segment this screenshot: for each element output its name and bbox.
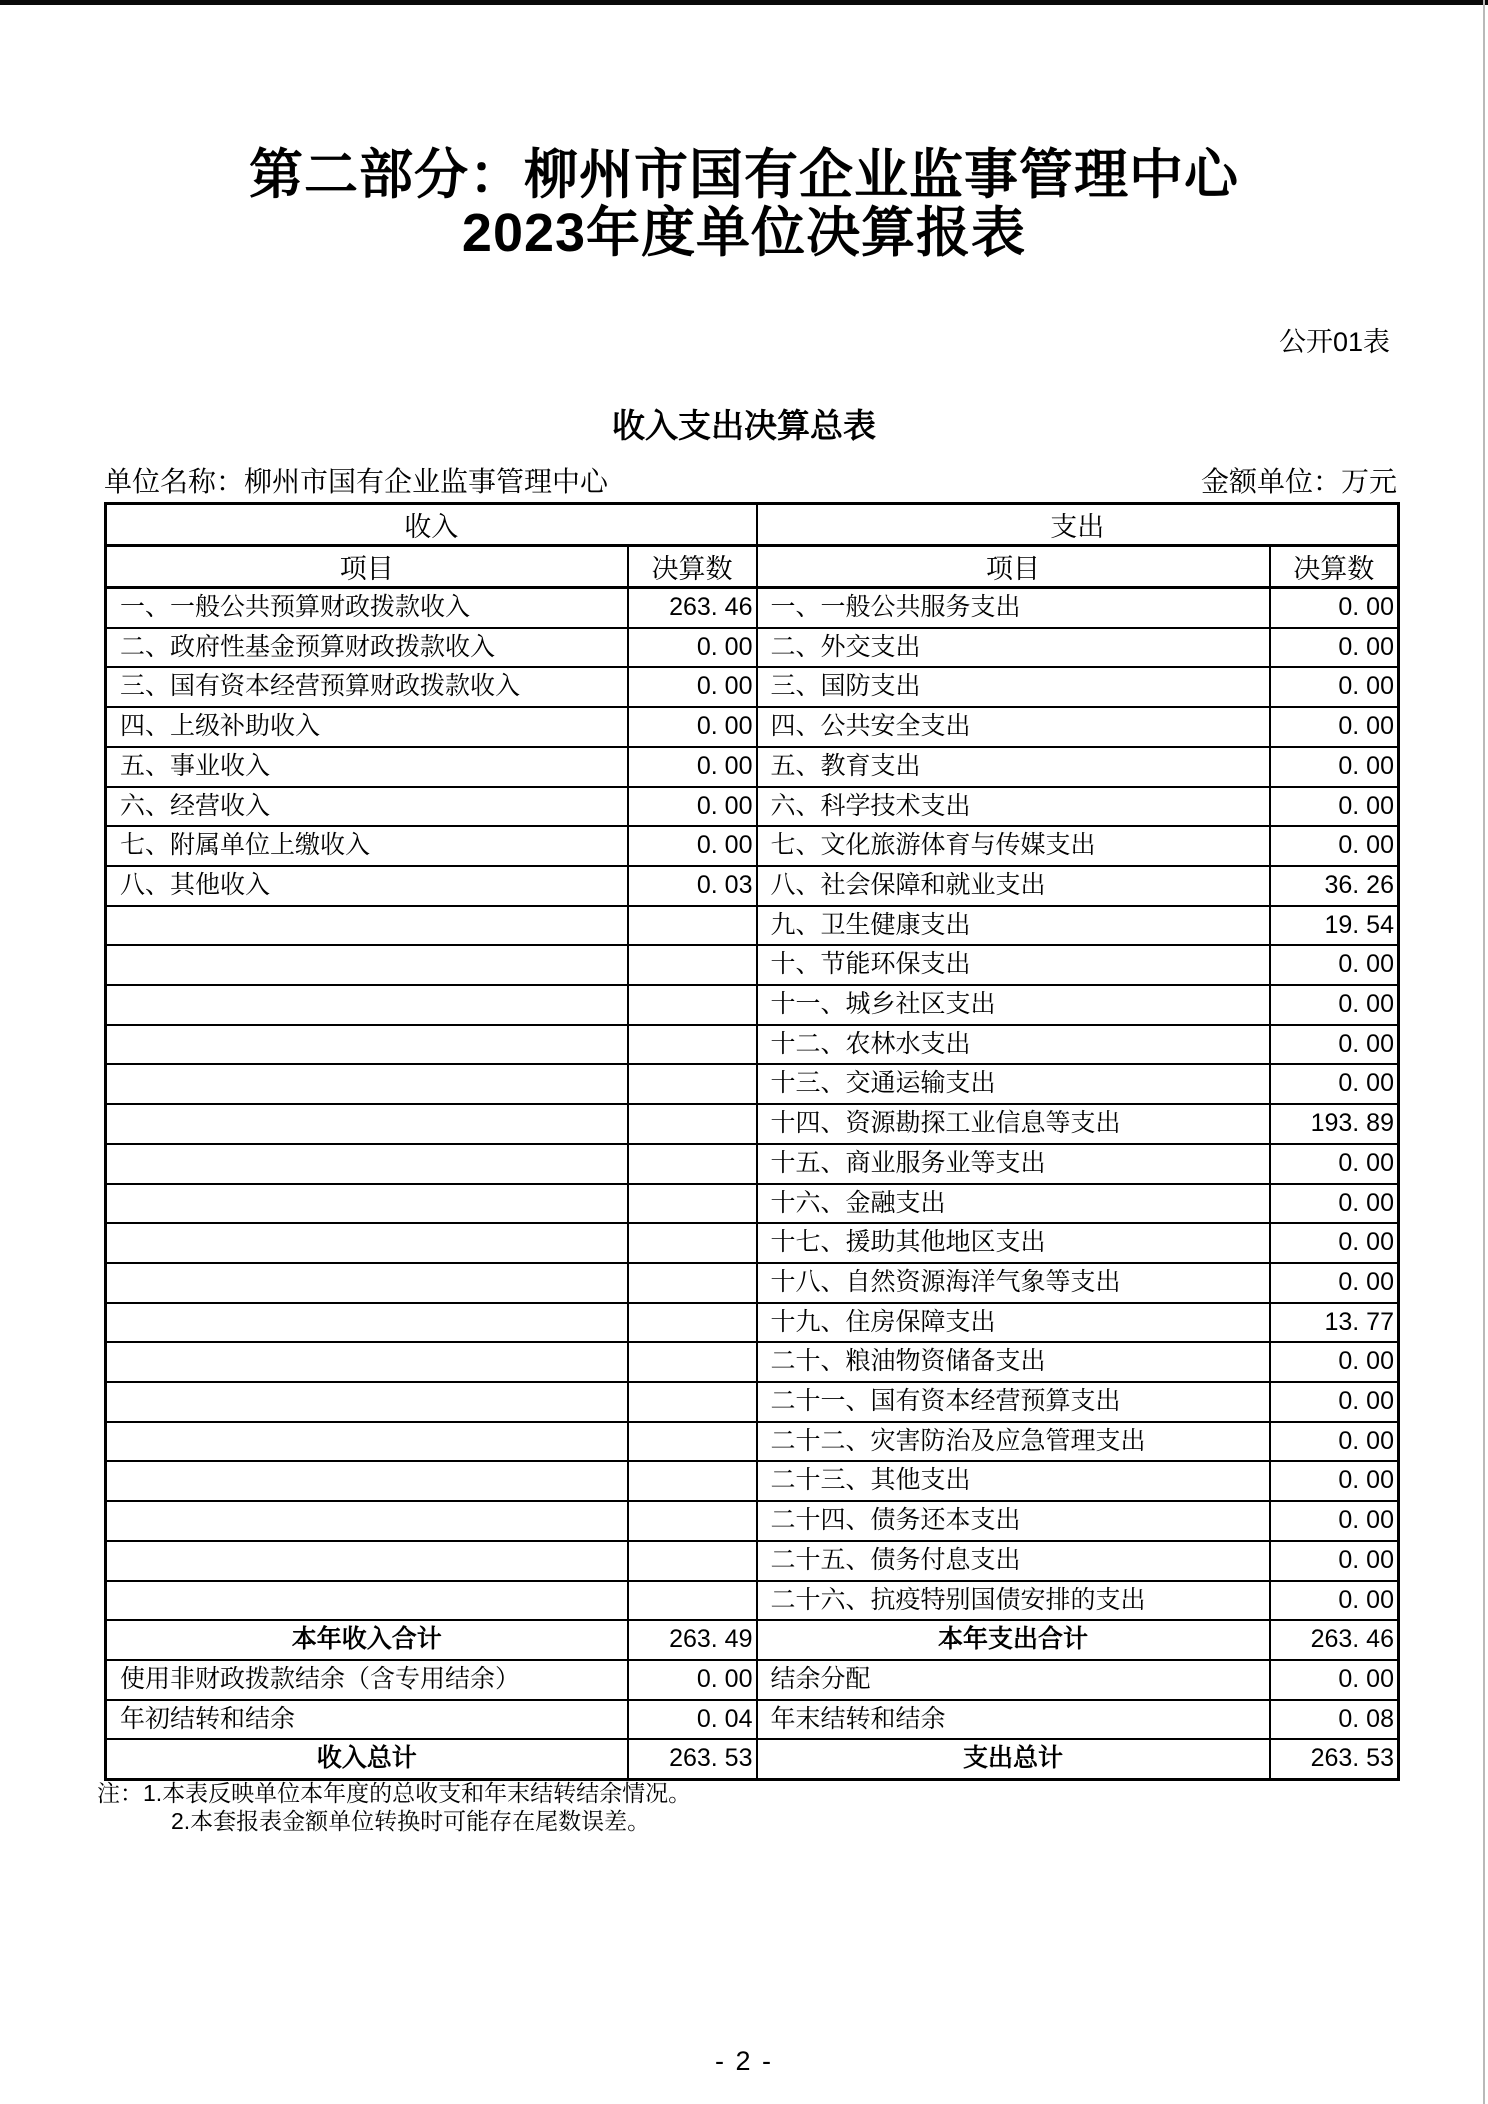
table-row: [106, 906, 1399, 946]
expense-group-header: 支出: [757, 504, 1399, 546]
expense-item-cell: 十五、商业服务业等支出: [757, 1144, 1270, 1184]
expense-item-cell: 支出总计: [757, 1739, 1270, 1779]
income-value-cell: [628, 1461, 757, 1501]
expense-item-cell: 七、文化旅游体育与传媒支出: [757, 826, 1270, 866]
footnote-line-1: 注：1.本表反映单位本年度的总收支和年末结转结余情况。: [97, 1780, 692, 1806]
income-value-cell: 0. 00: [628, 1660, 757, 1700]
income-item-cell: 三、国有资本经营预算财政拨款收入: [106, 667, 628, 707]
income-value-cell: 263. 49: [628, 1620, 757, 1660]
footnote-line-2: 2.本套报表金额单位转换时可能存在尾数误差。: [171, 1807, 651, 1834]
income-value-cell: 0. 03: [628, 866, 757, 906]
expense-amount-column-header: 决算数: [1270, 546, 1399, 588]
table-row: [106, 1342, 1399, 1382]
expense-value-cell: 193. 89: [1270, 1104, 1399, 1144]
table-row: [106, 1739, 1399, 1779]
income-value-cell: [628, 1422, 757, 1462]
expense-value-cell: 0. 00: [1270, 628, 1399, 668]
income-item-cell: [106, 906, 628, 946]
expense-item-cell: 本年支出合计: [757, 1620, 1270, 1660]
income-value-cell: [628, 1541, 757, 1581]
income-item-cell: 六、经营收入: [106, 787, 628, 827]
expense-item-cell: 二十二、灾害防治及应急管理支出: [757, 1422, 1270, 1462]
table-row: [106, 1223, 1399, 1263]
table-row: [106, 747, 1399, 787]
expense-value-cell: 0. 00: [1270, 826, 1399, 866]
expense-item-cell: 十一、城乡社区支出: [757, 985, 1270, 1025]
expense-value-cell: 0. 00: [1270, 1263, 1399, 1303]
expense-value-cell: 0. 00: [1270, 747, 1399, 787]
expense-value-cell: 36. 26: [1270, 866, 1399, 906]
expense-item-cell: 六、科学技术支出: [757, 787, 1270, 827]
expense-item-cell: 二十一、国有资本经营预算支出: [757, 1382, 1270, 1422]
table-row: [106, 1461, 1399, 1501]
income-value-cell: 0. 00: [628, 787, 757, 827]
income-item-cell: 二、政府性基金预算财政拨款收入: [106, 628, 628, 668]
income-value-cell: [628, 1184, 757, 1224]
income-value-cell: [628, 1501, 757, 1541]
income-item-cell: [106, 1501, 628, 1541]
unit-name-label: 单位名称：柳州市国有企业监事管理中心: [104, 466, 609, 497]
table-row: [106, 1501, 1399, 1541]
form-number-label: 公开01表: [1278, 327, 1390, 357]
amount-unit-label: 金额单位：万元: [1200, 466, 1397, 497]
table-row: [106, 1620, 1399, 1660]
table-row: [106, 1700, 1399, 1740]
expense-value-cell: 0. 00: [1270, 1025, 1399, 1065]
expense-value-cell: 0. 00: [1270, 707, 1399, 747]
expense-value-cell: 0. 00: [1270, 985, 1399, 1025]
expense-item-cell: 九、卫生健康支出: [757, 906, 1270, 946]
income-value-cell: 0. 00: [628, 826, 757, 866]
income-item-cell: [106, 1422, 628, 1462]
table-row: [106, 985, 1399, 1025]
income-item-cell: [106, 1104, 628, 1144]
expense-item-cell: 一、一般公共服务支出: [757, 588, 1270, 628]
income-item-cell: 使用非财政拨款结余（含专用结余）: [106, 1660, 628, 1700]
expense-value-cell: 0. 00: [1270, 588, 1399, 628]
expense-item-cell: 二十四、债务还本支出: [757, 1501, 1270, 1541]
expense-value-cell: 0. 00: [1270, 787, 1399, 827]
expense-item-cell: 十四、资源勘探工业信息等支出: [757, 1104, 1270, 1144]
income-value-cell: 0. 00: [628, 747, 757, 787]
table-row: [106, 1541, 1399, 1581]
table-row: [106, 1422, 1399, 1462]
document-title: [0, 146, 1488, 262]
expense-value-cell: 0. 00: [1270, 1184, 1399, 1224]
expense-item-cell: 十三、交通运输支出: [757, 1064, 1270, 1104]
expense-item-column-header: 项目: [757, 546, 1270, 588]
expense-item-cell: 十、节能环保支出: [757, 945, 1270, 985]
expense-value-cell: 0. 00: [1270, 1223, 1399, 1263]
income-value-cell: [628, 906, 757, 946]
income-group-header: 收入: [106, 504, 757, 546]
income-value-cell: [628, 1144, 757, 1184]
expense-value-cell: 0. 00: [1270, 1064, 1399, 1104]
expense-item-cell: 四、公共安全支出: [757, 707, 1270, 747]
income-value-cell: [628, 1303, 757, 1343]
table-row: [106, 1144, 1399, 1184]
expense-item-cell: 十七、援助其他地区支出: [757, 1223, 1270, 1263]
expense-item-cell: 二十六、抗疫特别国债安排的支出: [757, 1581, 1270, 1621]
expense-item-cell: 结余分配: [757, 1660, 1270, 1700]
income-item-cell: 年初结转和结余: [106, 1700, 628, 1740]
income-item-cell: [106, 1581, 628, 1621]
table-meta-row: [104, 460, 1397, 500]
income-value-cell: 0. 00: [628, 667, 757, 707]
expense-item-cell: 二、外交支出: [757, 628, 1270, 668]
income-value-cell: [628, 1223, 757, 1263]
table-row: [106, 1064, 1399, 1104]
document-title-line2: 2023年度单位决算报表: [461, 203, 1027, 263]
income-value-cell: [628, 1382, 757, 1422]
income-item-cell: [106, 1382, 628, 1422]
income-value-cell: 0. 04: [628, 1700, 757, 1740]
income-item-cell: [106, 1184, 628, 1224]
table-row: [106, 628, 1399, 668]
expense-value-cell: 263. 46: [1270, 1620, 1399, 1660]
footnotes: [97, 1780, 691, 1835]
expense-value-cell: 0. 00: [1270, 1382, 1399, 1422]
expense-item-cell: 年末结转和结余: [757, 1700, 1270, 1740]
expense-item-cell: 二十三、其他支出: [757, 1461, 1270, 1501]
table-row: [106, 1581, 1399, 1621]
income-expense-summary-table: [104, 502, 1400, 1781]
expense-value-cell: 0. 00: [1270, 1461, 1399, 1501]
table-group-header-row: [106, 504, 1399, 546]
table-row: [106, 667, 1399, 707]
table-row: [106, 1382, 1399, 1422]
expense-value-cell: 0. 00: [1270, 1422, 1399, 1462]
expense-value-cell: 0. 00: [1270, 1660, 1399, 1700]
income-value-cell: 0. 00: [628, 628, 757, 668]
table-row: [106, 707, 1399, 747]
expense-item-cell: 十二、农林水支出: [757, 1025, 1270, 1065]
income-value-cell: [628, 985, 757, 1025]
expense-item-cell: 五、教育支出: [757, 747, 1270, 787]
expense-value-cell: 0. 08: [1270, 1700, 1399, 1740]
income-item-cell: [106, 1064, 628, 1104]
expense-value-cell: 263. 53: [1270, 1739, 1399, 1779]
income-value-cell: 263. 46: [628, 588, 757, 628]
table-title: 收入支出决算总表: [612, 407, 876, 444]
table-row: [106, 826, 1399, 866]
income-item-cell: [106, 1461, 628, 1501]
scan-artifact-right-line: [1483, 0, 1485, 2104]
expense-value-cell: 0. 00: [1270, 1541, 1399, 1581]
expense-item-cell: 三、国防支出: [757, 667, 1270, 707]
income-value-cell: [628, 1104, 757, 1144]
document-title-line1: 第二部分：柳州市国有企业监事管理中心: [249, 145, 1239, 205]
income-item-cell: 四、上级补助收入: [106, 707, 628, 747]
table-row: [106, 1660, 1399, 1700]
income-item-cell: 八、其他收入: [106, 866, 628, 906]
income-item-cell: [106, 1263, 628, 1303]
income-item-cell: [106, 1144, 628, 1184]
table-column-header-row: [106, 546, 1399, 588]
table-row: [106, 1263, 1399, 1303]
income-item-cell: 七、附属单位上缴收入: [106, 826, 628, 866]
income-item-cell: [106, 1303, 628, 1343]
income-item-cell: 收入总计: [106, 1739, 628, 1779]
income-amount-column-header: 决算数: [628, 546, 757, 588]
income-item-cell: [106, 985, 628, 1025]
expense-item-cell: 十八、自然资源海洋气象等支出: [757, 1263, 1270, 1303]
expense-value-cell: 0. 00: [1270, 1501, 1399, 1541]
expense-value-cell: 0. 00: [1270, 1144, 1399, 1184]
income-item-cell: 本年收入合计: [106, 1620, 628, 1660]
income-item-column-header: 项目: [106, 546, 628, 588]
income-value-cell: [628, 1263, 757, 1303]
income-item-cell: 一、一般公共预算财政拨款收入: [106, 588, 628, 628]
expense-item-cell: 十九、住房保障支出: [757, 1303, 1270, 1343]
table-row: [106, 866, 1399, 906]
table-row: [106, 1104, 1399, 1144]
income-value-cell: [628, 1342, 757, 1382]
expense-value-cell: 13. 77: [1270, 1303, 1399, 1343]
income-item-cell: [106, 1342, 628, 1382]
income-value-cell: [628, 1064, 757, 1104]
expense-item-cell: 八、社会保障和就业支出: [757, 866, 1270, 906]
income-value-cell: 0. 00: [628, 707, 757, 747]
table-row: [106, 945, 1399, 985]
expense-value-cell: 19. 54: [1270, 906, 1399, 946]
table-body: [106, 588, 1399, 1780]
table-row: [106, 1184, 1399, 1224]
income-value-cell: [628, 1581, 757, 1621]
expense-value-cell: 0. 00: [1270, 1342, 1399, 1382]
income-value-cell: [628, 1025, 757, 1065]
table-row: [106, 1025, 1399, 1065]
scan-artifact-top-bar: [0, 0, 1488, 5]
expense-value-cell: 0. 00: [1270, 1581, 1399, 1621]
page-number: - 2 -: [714, 2046, 773, 2076]
income-item-cell: [106, 1223, 628, 1263]
expense-value-cell: 0. 00: [1270, 945, 1399, 985]
expense-item-cell: 二十、粮油物资储备支出: [757, 1342, 1270, 1382]
income-item-cell: [106, 1541, 628, 1581]
table-row: [106, 588, 1399, 628]
income-item-cell: [106, 945, 628, 985]
income-item-cell: 五、事业收入: [106, 747, 628, 787]
expense-item-cell: 十六、金融支出: [757, 1184, 1270, 1224]
income-item-cell: [106, 1025, 628, 1065]
income-value-cell: 263. 53: [628, 1739, 757, 1779]
table-row: [106, 787, 1399, 827]
income-value-cell: [628, 945, 757, 985]
expense-item-cell: 二十五、债务付息支出: [757, 1541, 1270, 1581]
table-row: [106, 1303, 1399, 1343]
expense-value-cell: 0. 00: [1270, 667, 1399, 707]
